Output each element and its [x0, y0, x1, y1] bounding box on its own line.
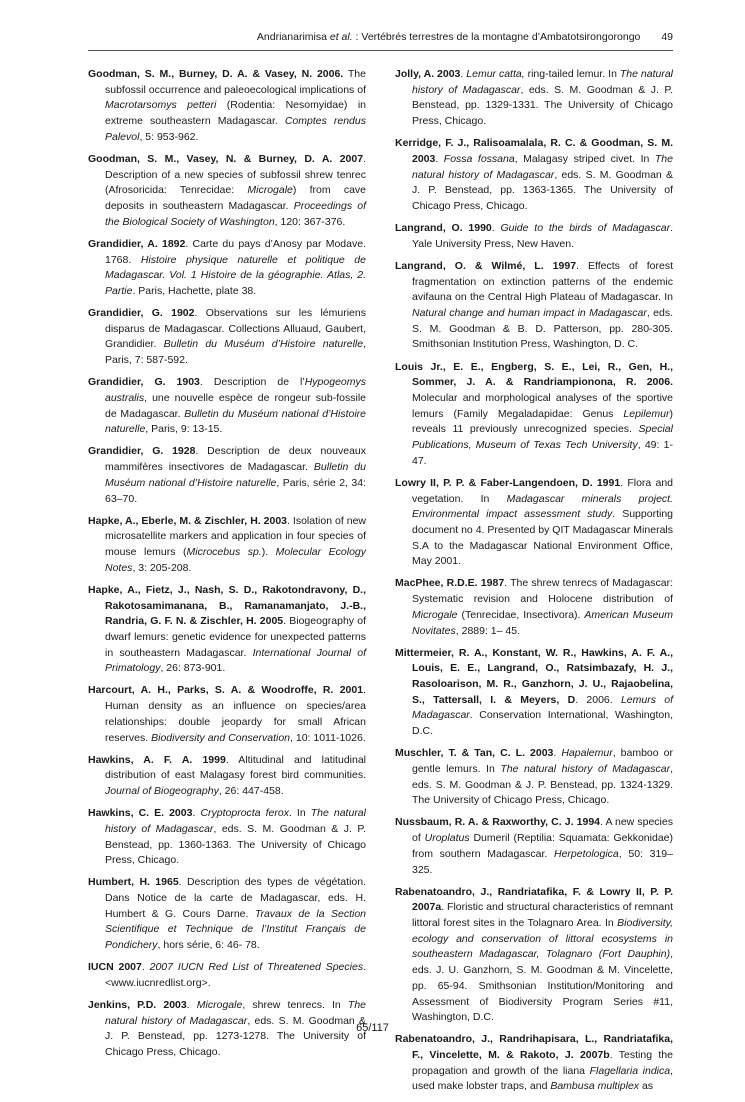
reference-authors: Humbert, H. 1965 — [88, 876, 179, 889]
reference-text: , Paris, 7: 587-592. — [105, 338, 366, 367]
reference-authors: IUCN 2007 — [88, 961, 142, 974]
reference-authors: MacPhee, R.D.E. 1987 — [395, 577, 505, 590]
reference-authors: Harcourt, A. H., Parks, S. A. & Woodroffe, R. 2001 — [88, 684, 364, 697]
reference-entry — [88, 375, 366, 438]
reference-text: . The shrew tenrecs of Madagascar: Systematic revision and Holocene distribution of — [412, 577, 673, 606]
reference-text: , 2889: 1– 45. — [455, 624, 521, 637]
reference-italic-text: Bulletin du Muséum d’Histoire naturelle — [163, 338, 364, 351]
reference-entry — [88, 875, 366, 954]
reference-italic-text: Macrotarsomys petteri — [105, 99, 217, 112]
reference-entry — [88, 683, 366, 746]
reference-text: . In — [288, 807, 311, 820]
reference-authors: Hawkins, A. F. A. 1999 — [88, 753, 226, 766]
reference-text: , eds. J. U. Ganzhorn, S. M. Goodman & M. Vincelette, pp. 65-94. Smithsonian Institution/Monitoring and Assessment of Biodiversity Program Series #11, Washington, D.C. — [412, 948, 673, 1024]
left-column — [88, 67, 366, 1067]
reference-italic-text: Travaux de la Section Scientifique et Technique de l’Institut Français de Pondichery — [105, 907, 366, 952]
reference-italic-text: Uroplatus — [424, 832, 470, 845]
page-counter: 65/117 — [356, 1022, 389, 1034]
reference-italic-text: The natural history of Madagascar — [500, 762, 671, 775]
reference-authors: Langrand, O. 1990 — [395, 222, 492, 235]
reference-text: , shrew tenrecs. In — [242, 999, 348, 1012]
reference-text: . Isolation of new microsatellite markers and application in four species of mouse lemurs ( — [105, 514, 367, 559]
reference-text: . Paris, Hachette, plate 38. — [132, 284, 257, 297]
reference-italic-text: The natural history of Madagascar — [105, 999, 367, 1027]
reference-italic-text: Biodiversity, ecology and conservation of littoral ecosystems in southeastern Madagascar, Tolagnaro (Fort Dauphin) — [412, 917, 673, 961]
reference-italic-text: Histoire physique naturelle et politique de Madagascar. Vol. 1 Histoire de la géographie. Atlas, 2. Partie — [105, 253, 366, 297]
reference-text: , bamboo or gentle lemurs. In — [412, 747, 673, 775]
reference-text: . Effects of forest fragmentation on extinction patterns of the endemic avifauna on the Central High Plateau of Madagascar. In — [412, 259, 673, 304]
reference-text: , 26: 873-901. — [160, 662, 226, 675]
reference-text: . <www.iucnredlist.org>. — [105, 961, 366, 989]
reference-italic-text: Lepilemur — [623, 407, 670, 420]
reference-text: . Description des types de végétation. Dans Notice de la carte de Madagascar, eds. H. Humbert & G. Cours Darne. — [105, 876, 366, 920]
reference-authors: Grandidier, G. 1902 — [88, 307, 195, 320]
reference-text: . Description of a new species of subfossil shrew tenrec (Afrosoricida: Tenrecidae: — [105, 152, 366, 197]
reference-italic-text: Madagascar minerals project. Environmental impact assessment study — [412, 492, 673, 521]
reference-text: . — [192, 807, 201, 820]
reference-italic-text: Bambusa multiplex — [550, 1080, 640, 1093]
reference-entry — [88, 806, 366, 869]
reference-text: . 2006. — [575, 693, 621, 706]
reference-authors: Mittermeier, R. A., Konstant, W. R., Hawkins, A. F. A., Louis, E. E., Langrand, O., Ratsimbazafy, H. J., Rasoloarison, M. R., Ganzhorn, J. U., Rajaobelina, S., Tattersall, I. & Meyers, D — [395, 646, 673, 706]
reference-italic-text: The natural history of Madagascar — [412, 152, 673, 181]
reference-authors: Muschler, T. & Tan, C. L. 2003 — [395, 747, 554, 760]
reference-text: . Yale University Press, New Haven. — [412, 222, 673, 250]
reference-text: . Altitudinal and latitudinal distribution of east Malagasy forest bird communities. — [105, 753, 366, 782]
reference-authors: Kerridge, F. J., Ralisoamalala, R. C. & Goodman, S. M. 2003 — [395, 137, 673, 165]
reference-italic-text: Lemur catta, — [466, 68, 525, 80]
reference-entry — [88, 960, 366, 991]
reference-text: , Paris, 9: 13-15. — [145, 423, 223, 436]
reference-text: . Observations sur les lémuriens disparus de Madagascar. Collections Alluaud, Gaubert, Grandidier. — [105, 307, 366, 351]
reference-entry — [88, 67, 366, 146]
reference-authors: Grandidier, A. 1892 — [88, 237, 186, 250]
reference-entry — [88, 514, 366, 577]
reference-entry — [395, 221, 673, 252]
reference-italic-text: Bulletin du Muséum national d’Histoire naturelle — [105, 461, 366, 489]
reference-italic-text: Microgale — [412, 608, 458, 621]
reference-text: , eds. S. M. Goodman & J. P. Benstead, pp. 1329-1331. The University of Chicago Press, Chicago. — [412, 83, 673, 128]
header-author: Andrianarimisa — [256, 31, 327, 43]
header-etal: et al. — [329, 31, 353, 43]
reference-text: . Description de l’ — [199, 376, 305, 389]
reference-italic-text: Natural change and human impact in Madagascar — [412, 307, 647, 320]
reference-italic-text: Special Publications, Museum of Texas Tech University — [412, 423, 673, 452]
reference-text: . Conservation International, Washington, D.C. — [412, 709, 673, 738]
reference-entry — [88, 237, 366, 300]
reference-italic-text: The natural history of Madagascar — [412, 68, 673, 96]
reference-entry — [88, 583, 366, 677]
reference-text: , 120: 367-376. — [274, 215, 346, 228]
reference-entry — [395, 746, 673, 809]
header-page-number: 49 — [661, 31, 673, 43]
reference-italic-text: Microcebus sp. — [186, 546, 262, 559]
reference-entry — [88, 444, 366, 507]
reference-text: . Flora and vegetation. In — [412, 476, 673, 505]
reference-text: , eds. S. M. Goodman & J. P. Benstead, pp. 1273-1278. The University of Chicago Press, Chicago. — [105, 1014, 366, 1059]
reference-authors: Hawkins, C. E. 2003 — [88, 807, 193, 820]
reference-text: ring-tailed lemur. In — [524, 68, 620, 80]
reference-authors: Hapke, A., Fietz, J., Nash, S. D., Rakotondravony, D., Rakotosamimanana, B., Ramanamanjato, J.-B., Randria, G. F. N. & Zischler, H. 2005 — [88, 583, 366, 628]
reference-text: , Malagasy striped civet. In — [514, 152, 655, 165]
reference-text: , eds. S. M. Goodman & J. P. Benstead, pp. 1324-1329. The University of Chicago Press, Chicago. — [412, 762, 673, 807]
reference-text: , 5: 953-962. — [139, 130, 199, 143]
reference-text: . Supporting document no 4. Presented by QIT Madagascar Minerals S.A to the Madagascar National Environment Office, May 2001. — [412, 508, 674, 568]
reference-entry — [395, 646, 673, 740]
reference-entry — [395, 1032, 673, 1095]
reference-text: . Floristic and structural characteristics of remnant littoral forest sites in the Tolagnaro Area. In — [412, 901, 673, 930]
reference-text: . A new species of — [412, 816, 673, 845]
reference-entry — [88, 306, 366, 369]
reference-text: The subfossil occurrence and paleoecological implications of — [105, 68, 366, 96]
reference-entry — [88, 753, 366, 800]
reference-italic-text: Herpetologica — [553, 847, 619, 860]
reference-italic-text: International Journal of Primatology — [105, 646, 366, 675]
reference-entry — [395, 67, 673, 130]
reference-text: . — [141, 961, 150, 974]
reference-authors: Lowry II, P. P. & Faber-Langendoen, D. 1991 — [395, 476, 621, 489]
reference-authors: Louis Jr., E. E., Engberg, S. E., Lei, R., Gen, H., Sommer, J. A. & Randriampionona, R. 2006. — [395, 360, 673, 389]
reference-italic-text: Proceedings of the Biological Society of Washington — [105, 200, 366, 228]
reference-authors: Jenkins, P.D. 2003 — [88, 999, 187, 1012]
reference-text: (Rodentia: Nesomyidae) in extreme southeastern Madagascar. — [105, 99, 366, 128]
reference-italic-text: Microgale — [247, 184, 293, 197]
reference-text: . Description de deux nouveaux mammifères insectivores de Madagascar. — [105, 445, 367, 474]
reference-text: , hors série, 6: 46- 78. — [157, 939, 260, 952]
reference-entry — [395, 360, 673, 470]
reference-entry — [88, 152, 366, 231]
reference-text: , 26: 447-458. — [218, 785, 284, 798]
reference-text: ) reveals 11 previously unrecognized species. — [412, 407, 673, 436]
reference-italic-text: Cryptoprocta ferox — [200, 807, 289, 820]
reference-authors: Goodman, S. M., Burney, D. A. & Vasey, N. 2006. — [88, 68, 344, 80]
reference-text: , une nouvelle espèce de rongeur sub-fossile de Madagascar. — [105, 391, 366, 420]
reference-authors: Langrand, O. & Wilmé, L. 1997 — [395, 259, 577, 272]
reference-italic-text: Lemurs of Madagascar — [412, 693, 674, 722]
reference-authors: Rabenatoandro, J., Randriatafika, F. & Lowry II, P. P. 2007a — [395, 885, 673, 914]
reference-italic-text: Hypogeomys australis — [105, 376, 366, 404]
reference-text: , 3: 205-208. — [132, 561, 192, 574]
reference-text: . — [553, 747, 562, 760]
reference-text: ) from cave deposits in southeastern Madagascar. — [105, 184, 367, 213]
reference-text: , used make lobster traps, and — [412, 1064, 673, 1093]
reference-entry — [395, 476, 673, 570]
reference-authors: Rabenatoandro, J., Randrihapisara, L., Randriatafika, F., Vincelette, M. & Rakoto, J. 2007b — [395, 1033, 673, 1062]
reference-text: Dumeril (Reptilia: Squamata: Gekkonidae) from southern Madagascar. — [412, 832, 673, 860]
reference-italic-text: American Museum Novitates — [412, 608, 674, 637]
reference-italic-text: Guide to the birds of Madagascar — [500, 222, 671, 235]
reference-italic-text: Flagellaria indica — [589, 1064, 671, 1077]
reference-text: , Paris, série 2, 34: 63–70. — [105, 476, 366, 505]
reference-italic-text: Comptes rendus Palevol — [105, 115, 366, 143]
reference-italic-text: Biodiversity and Conservation — [151, 731, 291, 744]
reference-authors: Grandidier, G. 1903 — [88, 376, 200, 389]
reference-text: . Human density as an influence on species/area relationships: double jeopardy for small African reserves. — [105, 684, 366, 744]
reference-text: . — [460, 68, 467, 80]
header-title: : Vertébrés terrestres de la montagne d’Ambatotsirongorongo — [352, 31, 641, 43]
reference-italic-text: 2007 IUCN Red List of Threatened Species — [149, 961, 364, 974]
reference-text: . — [435, 152, 444, 165]
reference-italic-text: Bulletin du Muséum national d’Histoire naturelle — [105, 407, 367, 436]
reference-italic-text: Molecular Ecology Notes — [105, 546, 366, 574]
reference-italic-text: Fossa fossana — [443, 152, 515, 165]
reference-authors: Jolly, A. 2003 — [395, 68, 461, 80]
reference-text: , 10: 1011-1026. — [290, 731, 366, 744]
reference-authors: Grandidier, G. 1928 — [88, 445, 196, 458]
reference-entry — [395, 885, 673, 1026]
reference-italic-text: Journal of Biogeography — [105, 785, 219, 798]
running-header — [88, 30, 673, 44]
reference-text: , eds. S. M. Goodman & J. P. Benstead, pp. 1360-1363. The University of Chicago Press, Chicago. — [105, 822, 366, 867]
reference-authors: Hapke, A., Eberle, M. & Zischler, H. 2003 — [88, 514, 288, 527]
reference-text: , 50: 319–325. — [412, 847, 673, 876]
reference-text: , eds. S. M. Goodman & B. D. Patterson, pp. 280-305. Smithsonian Institution Press, Washington, D. C. — [412, 307, 673, 351]
reference-text: . Biogeography of dwarf lemurs: genetic evidence for unexpected patterns in southeastern Madagascar. — [105, 615, 366, 659]
reference-text: (Tenrecidae, Insectivora). — [457, 608, 585, 621]
reference-authors: Nussbaum, R. A. & Raxworthy, C. J. 1994 — [395, 816, 601, 829]
reference-authors: Goodman, S. M., Vasey, N. & Burney, D. A. 2007 — [88, 152, 364, 165]
reference-entry — [395, 576, 673, 639]
reference-text: . Carte du pays d’Anosy par Modave. 1768. — [105, 237, 366, 266]
reference-text: , eds. S. M. Goodman & J. P. Benstead, pp. 1363-1365. The University of Chicago Press, Chicago. — [412, 168, 673, 213]
reference-text: Molecular and morphological analyses of the sportive lemurs (Family Megaladapidae: Genus — [412, 391, 673, 420]
reference-text: . — [491, 222, 501, 235]
right-column — [395, 67, 673, 1102]
reference-entry — [395, 259, 673, 353]
reference-entry — [395, 815, 673, 878]
header-rule — [88, 50, 673, 51]
reference-italic-text: Hapalemur — [561, 747, 613, 760]
reference-italic-text: Microgale — [196, 999, 243, 1012]
reference-text: ). — [261, 546, 276, 559]
reference-text: , 49: 1-47. — [412, 439, 673, 467]
reference-entry — [395, 136, 673, 215]
reference-text: as — [639, 1080, 654, 1093]
reference-text: . — [186, 999, 197, 1012]
reference-text: . Testing the propagation and growth of the liana — [412, 1049, 673, 1077]
reference-italic-text: The natural history of Madagascar — [105, 807, 366, 835]
